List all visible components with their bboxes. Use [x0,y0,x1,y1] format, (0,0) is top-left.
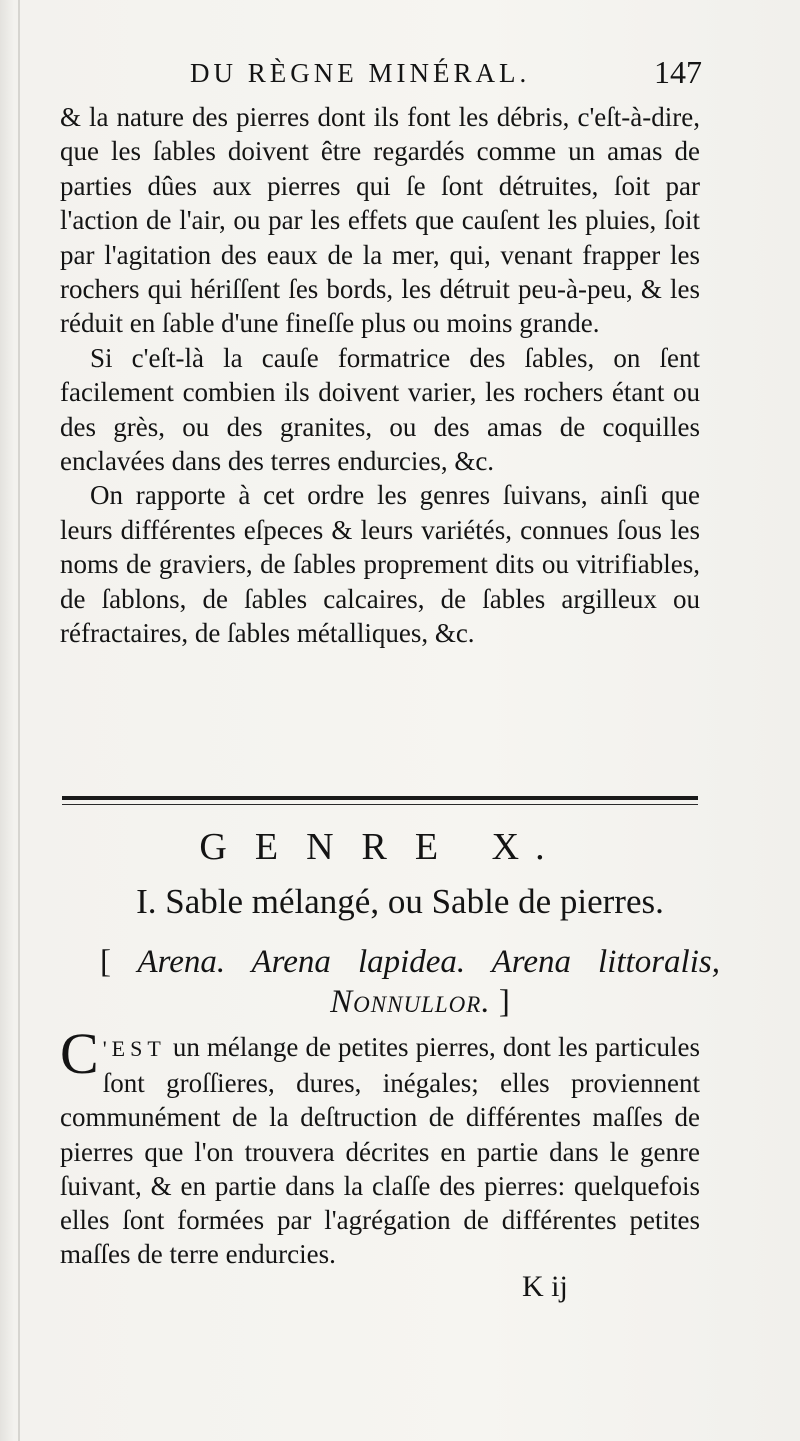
genre-letter: E [414,826,455,868]
genre-letter: G [199,826,243,868]
page-number: 147 [654,54,702,90]
section-paragraph-text: un mélange de petites pierres, dont les particules ſont groſſieres, dures, inégales; elles proviennent communément de la deſtruction de différentes maſſes de pierres que l'on trouvera décrites en partie dans le genre ſuivant, & en partie dans la claſſe des pierres: quelquefois elles ſont formées par l'agrégation de différentes petites maſſes de terre endurcies. [60,1032,700,1270]
latin-names-text: Arena. Arena lapidea. Arena littoralis, [137,944,720,980]
binding-gutter [18,0,20,1441]
drop-cap: C [60,1021,99,1086]
section-paragraph [60,1021,700,1271]
section-title: I. Sable mélangé, ou Sable de pierres. [136,882,664,921]
latin-line-1 [100,942,720,982]
paragraph-2: Si c'eſt-là la cauſe formatrice des ſables, on ſent facilement combien ils doivent varier, les rochers étant ou des grès, ou des granites, ou des amas de coquilles enclavées dans des terres endurcies, &c. [60,342,700,477]
section-body [60,1021,700,1271]
open-bracket: [ [100,944,111,980]
latin-synonyms [100,942,720,1022]
genre-letter: N [306,826,350,868]
genre-numeral: X. [491,826,561,868]
section-divider-thick [62,796,698,800]
paragraph-1: & la nature des pierres dont ils font les débris, c'eſt-à-dire, que les ſables doivent être regardés comme un amas de parties dûes aux pierres qui ſe ſont détruites, ſoit par l'action de l'air, ou par les effets que cauſent les pluies, ſoit par l'agitation des eaux de la mer, qui, venant frapper les rochers qui hériſſent ſes bords, les détruit peu-à-peu, & les réduit en ſable d'une fineſſe plus ou moins grande. [60,102,700,339]
genre-letter: R [361,826,403,868]
signature-mark: K ij [522,1270,568,1303]
running-header [60,54,710,98]
genre-letter: E [254,826,295,868]
genre-heading [0,825,760,869]
latin-author: Nonnullor. [330,984,491,1020]
lead-word: 'EST [102,1036,166,1061]
close-bracket: ] [498,984,510,1020]
running-title: DU RÈGNE MINÉRAL. [190,58,531,88]
latin-line-2 [120,982,720,1022]
section-divider-thin [62,804,698,805]
paragraph-3: On rapporte à cet ordre les genres ſuivans, ainſi que leurs différentes eſpeces & leurs variétés, connues ſous les noms de graviers, de ſables proprement dits ou vitrifiables, de ſablons, de ſables calcaires, de ſables argilleux ou réfractaires, de ſables métalliques, &c. [60,480,700,649]
continued-text [60,100,700,651]
